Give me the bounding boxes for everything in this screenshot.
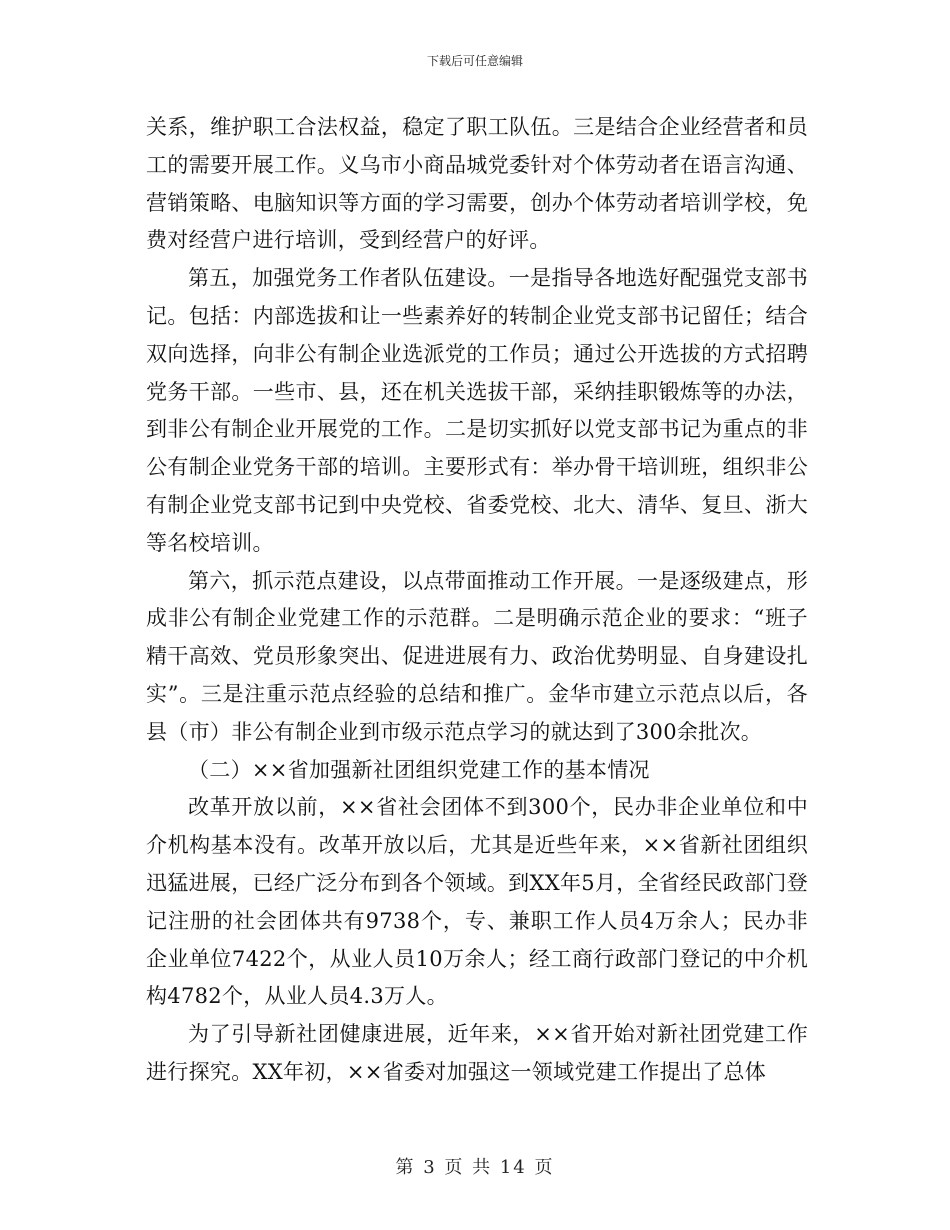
paragraph-employee-needs: 关系，维护职工合法权益，稳定了职工队伍。三是结合企业经营者和员工的需要开展工作。义乌市小商品城党委针对个体劳动者在语言沟通、营销策略、电脑知识等方面的学习需要，创办个体劳动者培训学校，免费对经营户进行培训，受到经营户的好评。 [146, 115, 808, 253]
page-number-footer: 第 3 页 共 14 页 [395, 1157, 555, 1178]
section-heading-new-social-orgs: （二）××省加强新社团组织党建工作的基本情况 [188, 757, 650, 782]
document-body [146, 109, 808, 1092]
paragraph-guidance-exploration: 为了引导新社团健康进展，近年来，××省开始对新社团党建工作进行探究。XX年初，××省委对加强这一领域党建工作提出了总体 [146, 1022, 808, 1084]
page-header: 下载后可任意编辑 [426, 54, 523, 68]
paragraph-sixth-demonstration: 第六，抓示范点建设，以点带面推动工作开展。一是逐级建点，形成非公有制企业党建工作的示范群。二是明确示范企业的要求：“班子精干高效、党员形象突出、促进进展有力、政治优势明显、自身建设扎实”。三是注重示范点经验的总结和推广。金华市建立示范点以后，各县（市）非公有制企业到市级示范点学习的就达到了300余批次。 [146, 568, 808, 744]
paragraph-fifth-party-workers: 第五，加强党务工作者队伍建设。一是指导各地选好配强党支部书记。包括：内部选拔和让一些素养好的转制企业党支部书记留任；结合双向选择，向非公有制企业选派党的工作员；通过公开选拔的方式招聘党务干部。一些市、县，还在机关选拔干部，采纳挂职锻炼等的办法，到非公有制企业开展党的工作。二是切实抓好以党支部书记为重点的非公有制企业党务干部的培训。主要形式有：举办骨干培训班，组织非公有制企业党支部书记到中央党校、省委党校、北大、清华、复旦、浙大等名校培训。 [146, 266, 808, 555]
paragraph-reform-statistics: 改革开放以前，××省社会团体不到300个，民办非企业单位和中介机构基本没有。改革开放以后，尤其是近些年来，××省新社团组织迅猛进展，已经广泛分布到各个领域。到XX年5月，全省经民政部门登记注册的社会团体共有9738个，专、兼职工作人员4万余人；民办非企业单位7422个，从业人员10万余人；经工商行政部门登记的中介机构4782个，从业人员4.3万人。 [146, 795, 808, 1009]
